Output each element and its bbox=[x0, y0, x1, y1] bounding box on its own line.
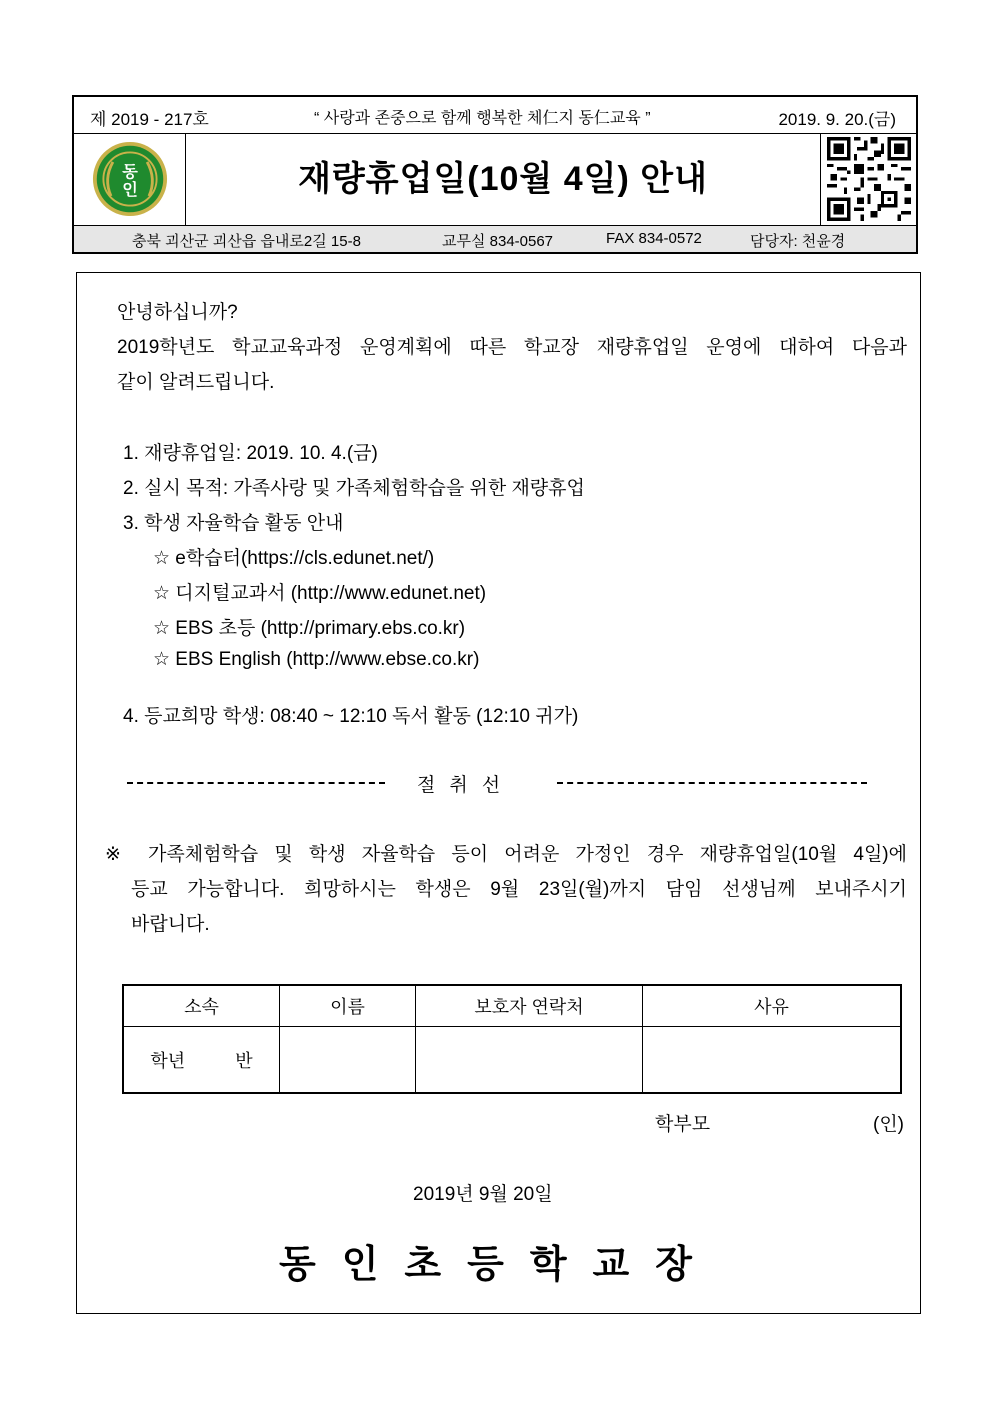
logo-cell bbox=[74, 133, 186, 225]
qr-cell bbox=[820, 133, 916, 225]
affiliation-cell[interactable] bbox=[123, 1027, 280, 1094]
note-line-3: 바랍니다. bbox=[131, 914, 210, 935]
notice-body bbox=[76, 272, 921, 1314]
item-self-study: 3. 학생 자율학습 활동 안내 bbox=[123, 513, 344, 534]
link-digital-textbook[interactable]: ☆ 디지털교과서 (http://www.edunet.net) bbox=[153, 583, 487, 604]
header-reason: 사유 bbox=[643, 985, 902, 1027]
school-address: 충북 괴산군 괴산읍 읍내로2길 15-8 bbox=[132, 233, 361, 250]
header-contact-row bbox=[74, 226, 916, 252]
parent-label: 학부모 bbox=[655, 1114, 711, 1135]
cut-dash-left bbox=[127, 782, 385, 784]
newsletter-header bbox=[72, 95, 918, 254]
office-phone: 교무실 834-0567 bbox=[442, 233, 554, 250]
note-line-1: ※ 가족체험학습 및 학생 자율학습 등이 어려운 가정인 경우 재량휴업일(10월 4일)에 bbox=[105, 844, 907, 865]
class-label: 반 bbox=[235, 1050, 253, 1071]
school-slogan: “ 사랑과 존중으로 함께 행복한 체仁지 동仁교육 ” bbox=[314, 110, 651, 127]
application-form-table bbox=[122, 984, 902, 1094]
intro-line-1: 2019학년도 학교교육과정 운영계획에 따른 학교장 재량휴업일 운영에 대하여 다음과 bbox=[117, 337, 907, 358]
link-ehakseupteo[interactable]: ☆ e학습터(https://cls.edunet.net/) bbox=[153, 548, 435, 569]
svg-text:인: 인 bbox=[122, 180, 138, 200]
header-info-row bbox=[74, 97, 916, 134]
seal-label: (인) bbox=[873, 1114, 905, 1135]
header-name: 이름 bbox=[280, 985, 416, 1027]
school-principal-name: 동인초등학교장 bbox=[279, 1244, 718, 1286]
svg-text:동: 동 bbox=[122, 162, 138, 182]
greeting: 안녕하십니까? bbox=[117, 302, 238, 323]
link-ebs-primary[interactable]: ☆ EBS 초등 (http://primary.ebs.co.kr) bbox=[153, 618, 466, 639]
header-guardian-contact: 보호자 연락처 bbox=[416, 985, 643, 1027]
note-line-2: 등교 가능합니다. 희망하시는 학생은 9월 23일(월)까지 담임 선생님께 보내주시기 bbox=[131, 879, 907, 900]
item-attendance: 4. 등교희망 학생: 08:40 ~ 12:10 독서 활동 (12:10 귀가) bbox=[123, 706, 579, 727]
issue-date: 2019. 9. 20.(금) bbox=[778, 110, 896, 129]
qr-code-icon bbox=[827, 137, 911, 221]
item-holiday-date: 1. 재량휴업일: 2019. 10. 4.(금) bbox=[123, 443, 378, 464]
link-ebs-english[interactable]: ☆ EBS English (http://www.ebse.co.kr) bbox=[153, 649, 480, 670]
fax-number: FAX 834-0572 bbox=[606, 230, 702, 247]
cut-line-label: 절취선 bbox=[417, 775, 515, 796]
footer-date: 2019년 9월 20일 bbox=[413, 1184, 553, 1205]
guardian-contact-cell[interactable] bbox=[416, 1027, 643, 1094]
grade-label: 학년 bbox=[150, 1050, 186, 1071]
cut-line bbox=[127, 770, 867, 796]
school-logo-icon bbox=[92, 141, 168, 217]
reason-cell[interactable] bbox=[643, 1027, 902, 1094]
header-title-row bbox=[74, 133, 916, 226]
name-cell[interactable] bbox=[280, 1027, 416, 1094]
issue-number: 제 2019 - 217호 bbox=[90, 110, 209, 129]
person-in-charge: 담당자: 천윤경 bbox=[750, 233, 846, 250]
item-purpose: 2. 실시 목적: 가족사랑 및 가족체험학습을 위한 재량휴업 bbox=[123, 478, 585, 499]
intro-line-2: 같이 알려드립니다. bbox=[117, 372, 275, 393]
cut-dash-right bbox=[557, 782, 867, 784]
header-affiliation: 소속 bbox=[123, 985, 280, 1027]
page-title: 재량휴업일(10월 4일) 안내 bbox=[298, 160, 708, 198]
